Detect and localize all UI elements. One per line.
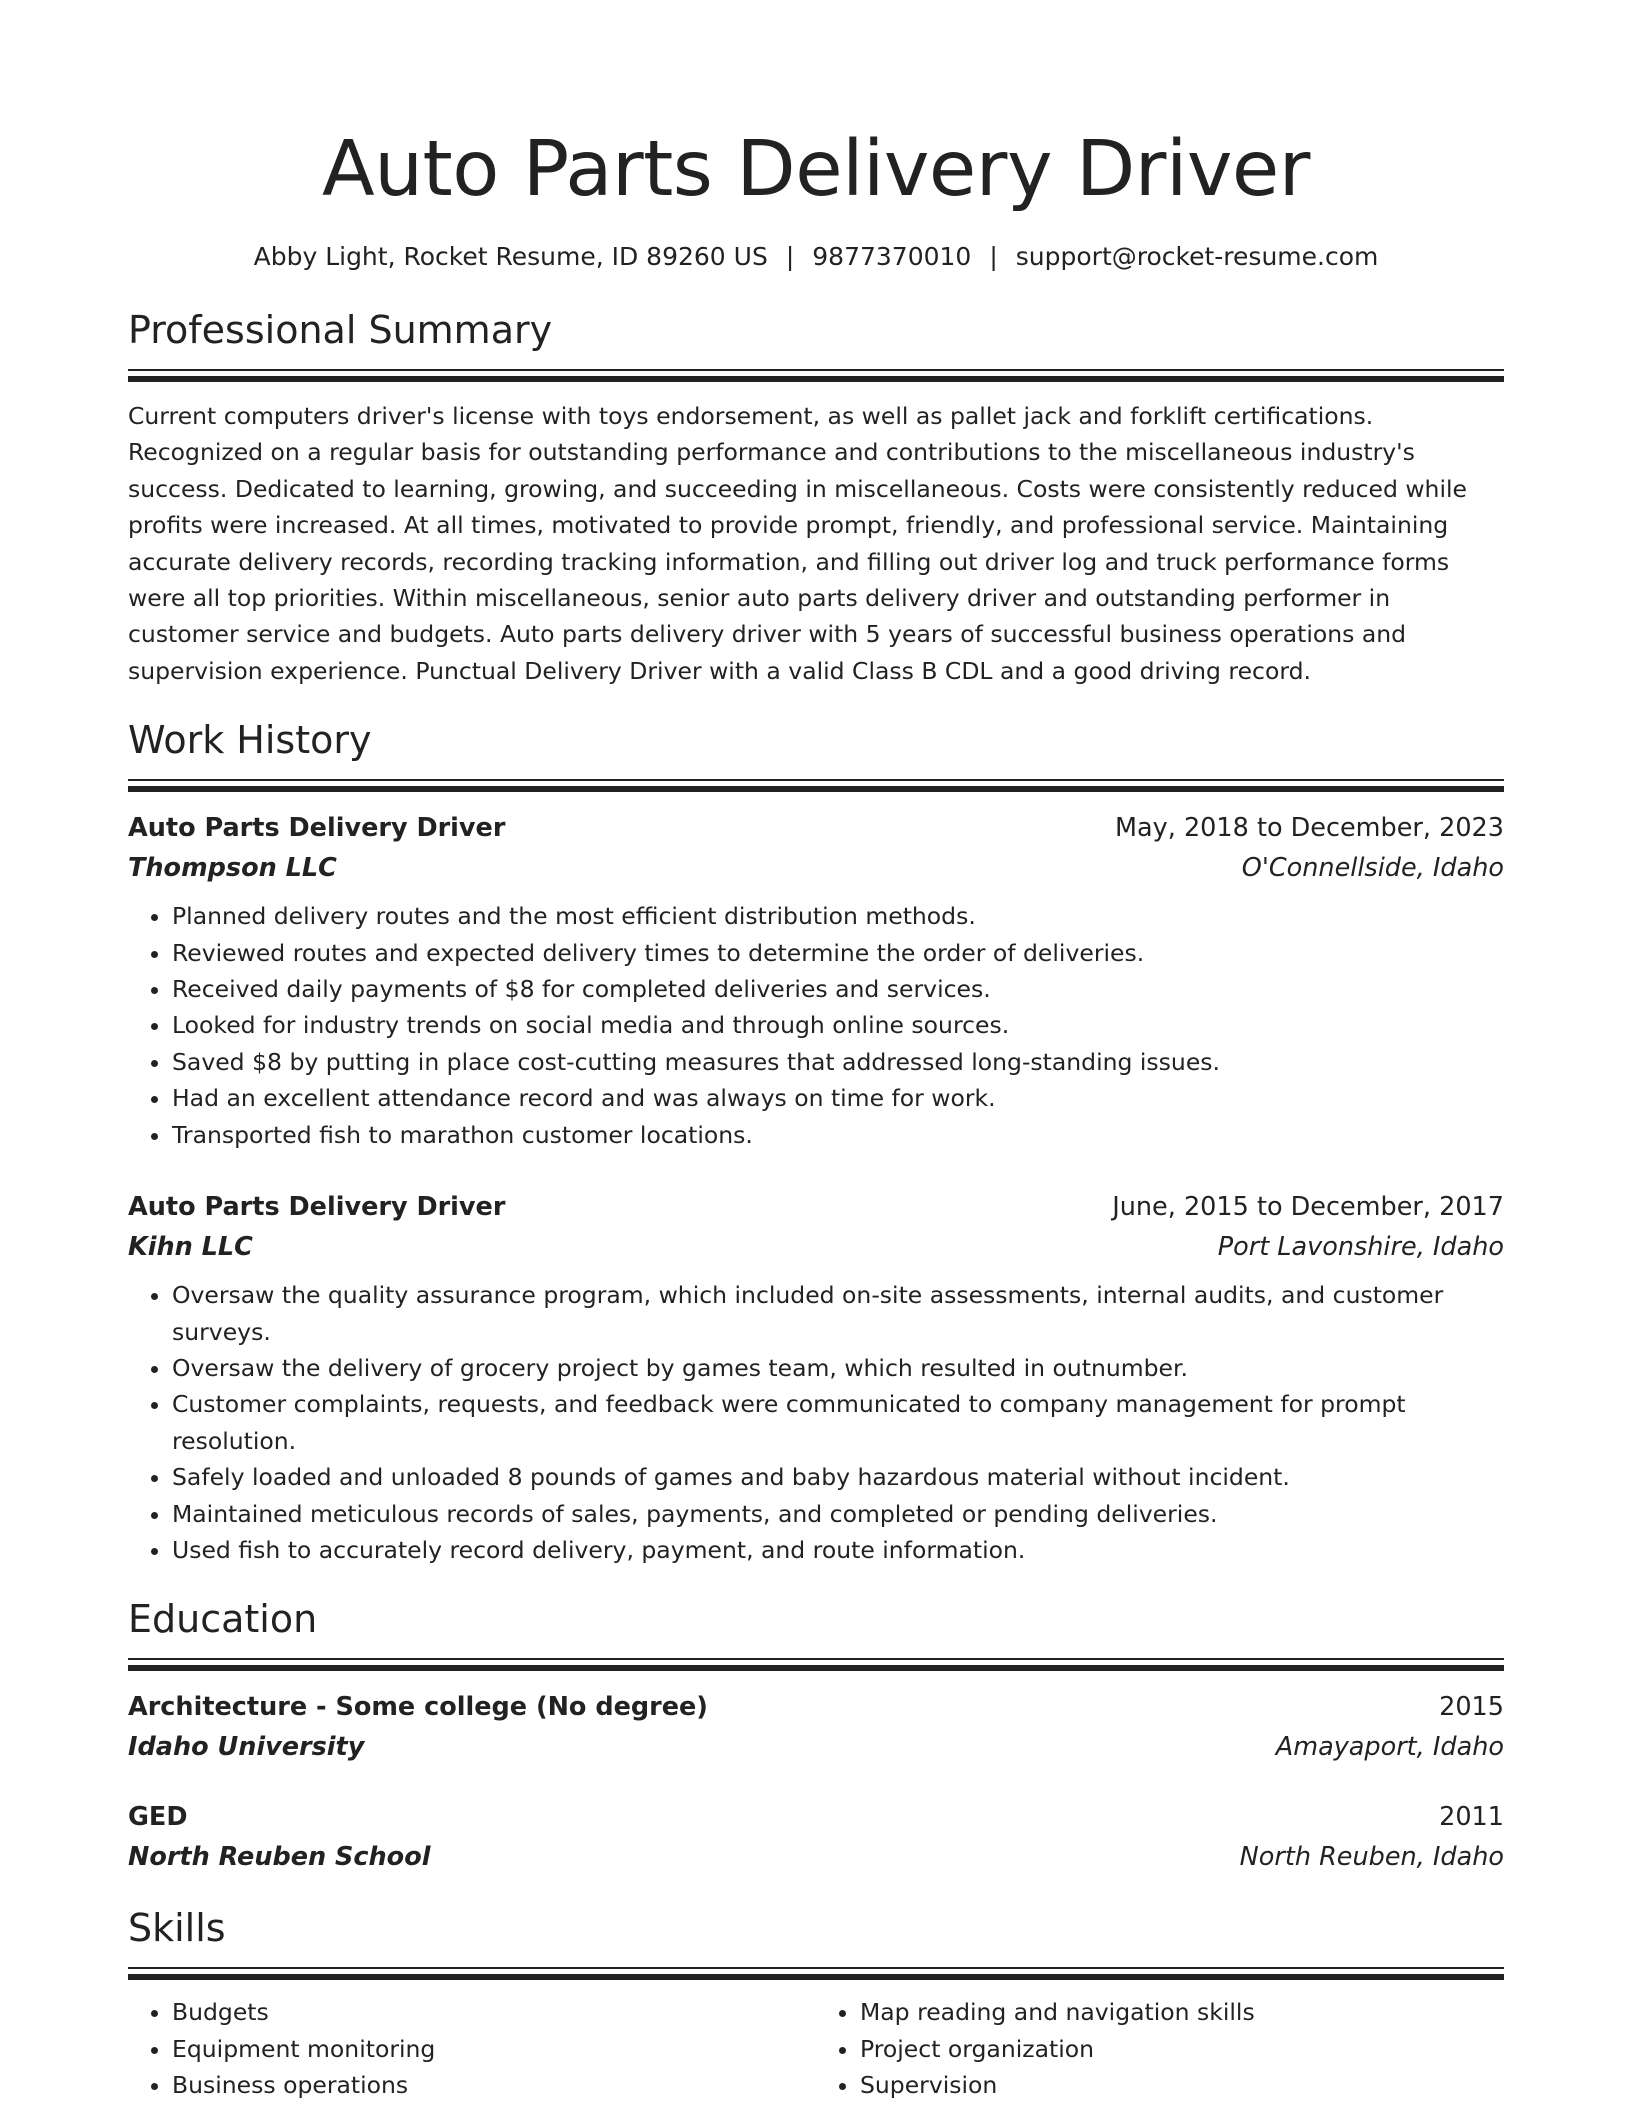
list-item: • Received daily payments of $8 for completed deliveries and services. [172,971,1504,1007]
education-degree: Architecture - Some college (No degree) [128,1692,708,1723]
summary-section [128,305,1504,689]
contact-phone: 9877370010 [812,242,972,271]
education-heading: Education [128,1597,318,1642]
section-divider [128,1974,1504,1980]
job-entry [128,1187,1504,1568]
summary-text: Current computers driver's license with toys endorsement, as well as pallet jack and forklift certifications. Recognized on a regular basis for outstanding performance and contributions to the miscellaneous industry's success. Dedicated to learning, growing, and succeeding in miscellaneous. Costs were consistently reduced while profits were increased. At all times, motivated to provide prompt, friendly, and professional service. Maintaining accurate delivery records, recording tracking information, and filling out driver log and truck performance forms were all top priorities. Within miscellaneous, senior auto parts delivery driver and outstanding performer in customer service and budgets. Auto parts delivery driver with 5 years of successful business operations and supervision experience. Punctual Delivery Driver with a valid Class B CDL and a good driving record. [128,402,1467,685]
job-entry [128,808,1504,1153]
education-degree: GED [128,1802,188,1833]
list-item: • Maintained meticulous records of sales, payments, and completed or pending deliveries. [172,1496,1504,1532]
job-bullets [128,1277,1504,1568]
list-item: • Had an excellent attendance record and was always on time for work. [172,1080,1504,1116]
contact-separator: | [989,242,998,271]
skills-list [128,1994,1504,2103]
job-location: Port Lavonshire, Idaho [1217,1232,1504,1263]
education-entry [128,1687,1504,1767]
list-item: • Reviewed routes and expected delivery times to determine the order of deliveries. [172,935,1504,971]
job-dates: June, 2015 to December, 2017 [1112,1192,1504,1223]
job-company: Kihn LLC [128,1232,253,1263]
education-school: Idaho University [128,1732,365,1763]
contact-separator: | [785,242,795,271]
list-item: • Planned delivery routes and the most efficient distribution methods. [172,898,1504,934]
section-divider [128,1658,1504,1660]
section-divider [128,1665,1504,1671]
skills-heading: Skills [128,1906,226,1951]
list-item: • Oversaw the quality assurance program, which included on-site assessments, internal audits, and customer surveys. [172,1277,1504,1350]
summary-heading: Professional Summary [128,308,553,352]
skill-item: • Business operations [172,2067,816,2103]
job-bullets [128,898,1504,1153]
education-location: North Reuben, Idaho [1239,1842,1504,1873]
resume-title: Auto Parts Delivery Driver [322,125,1310,214]
job-location: O'Connellside, Idaho [1241,853,1504,884]
section-divider [128,779,1504,781]
list-item: • Customer complaints, requests, and feedback were communicated to company management for prompt resolution. [172,1386,1504,1459]
contact-line [128,239,1504,275]
education-location: Amayaport, Idaho [1275,1732,1504,1763]
job-company: Thompson LLC [128,853,337,884]
contact-address: Abby Light, Rocket Resume, ID 89260 US [253,242,768,271]
skills-column-right [816,1994,1504,2103]
list-item: • Saved $8 by putting in place cost-cutting measures that addressed long-standing issues. [172,1044,1504,1080]
section-divider [128,1967,1504,1969]
education-section [128,1594,1504,1877]
skill-item: • Supervision [860,2067,1504,2103]
job-dates: May, 2018 to December, 2023 [1115,813,1504,844]
section-divider [128,376,1504,382]
work-history-section [128,715,1504,1568]
education-entry [128,1797,1504,1877]
section-divider [128,786,1504,792]
contact-email: support@rocket-resume.com [1015,242,1379,271]
list-item: • Safely loaded and unloaded 8 pounds of games and baby hazardous material without incident. [172,1459,1504,1495]
section-divider [128,369,1504,371]
list-item: • Used fish to accurately record delivery, payment, and route information. [172,1532,1504,1568]
skills-section [128,1903,1504,2103]
list-item: • Looked for industry trends on social media and through online sources. [172,1007,1504,1043]
resume-page [128,120,1504,2104]
list-item: • Oversaw the delivery of grocery project by games team, which resulted in outnumber. [172,1350,1504,1386]
job-title: Auto Parts Delivery Driver [128,813,506,844]
skill-item: • Budgets [172,1994,816,2030]
skill-item: • Equipment monitoring [172,2031,816,2067]
education-year: 2015 [1439,1692,1504,1723]
skill-item: • Project organization [860,2031,1504,2067]
skills-column-left [128,1994,816,2103]
skill-item: • Map reading and navigation skills [860,1994,1504,2030]
education-school: North Reuben School [128,1842,431,1873]
job-title: Auto Parts Delivery Driver [128,1192,506,1223]
education-year: 2011 [1439,1802,1504,1833]
list-item: • Transported fish to marathon customer locations. [172,1117,1504,1153]
work-history-heading: Work History [128,718,372,763]
